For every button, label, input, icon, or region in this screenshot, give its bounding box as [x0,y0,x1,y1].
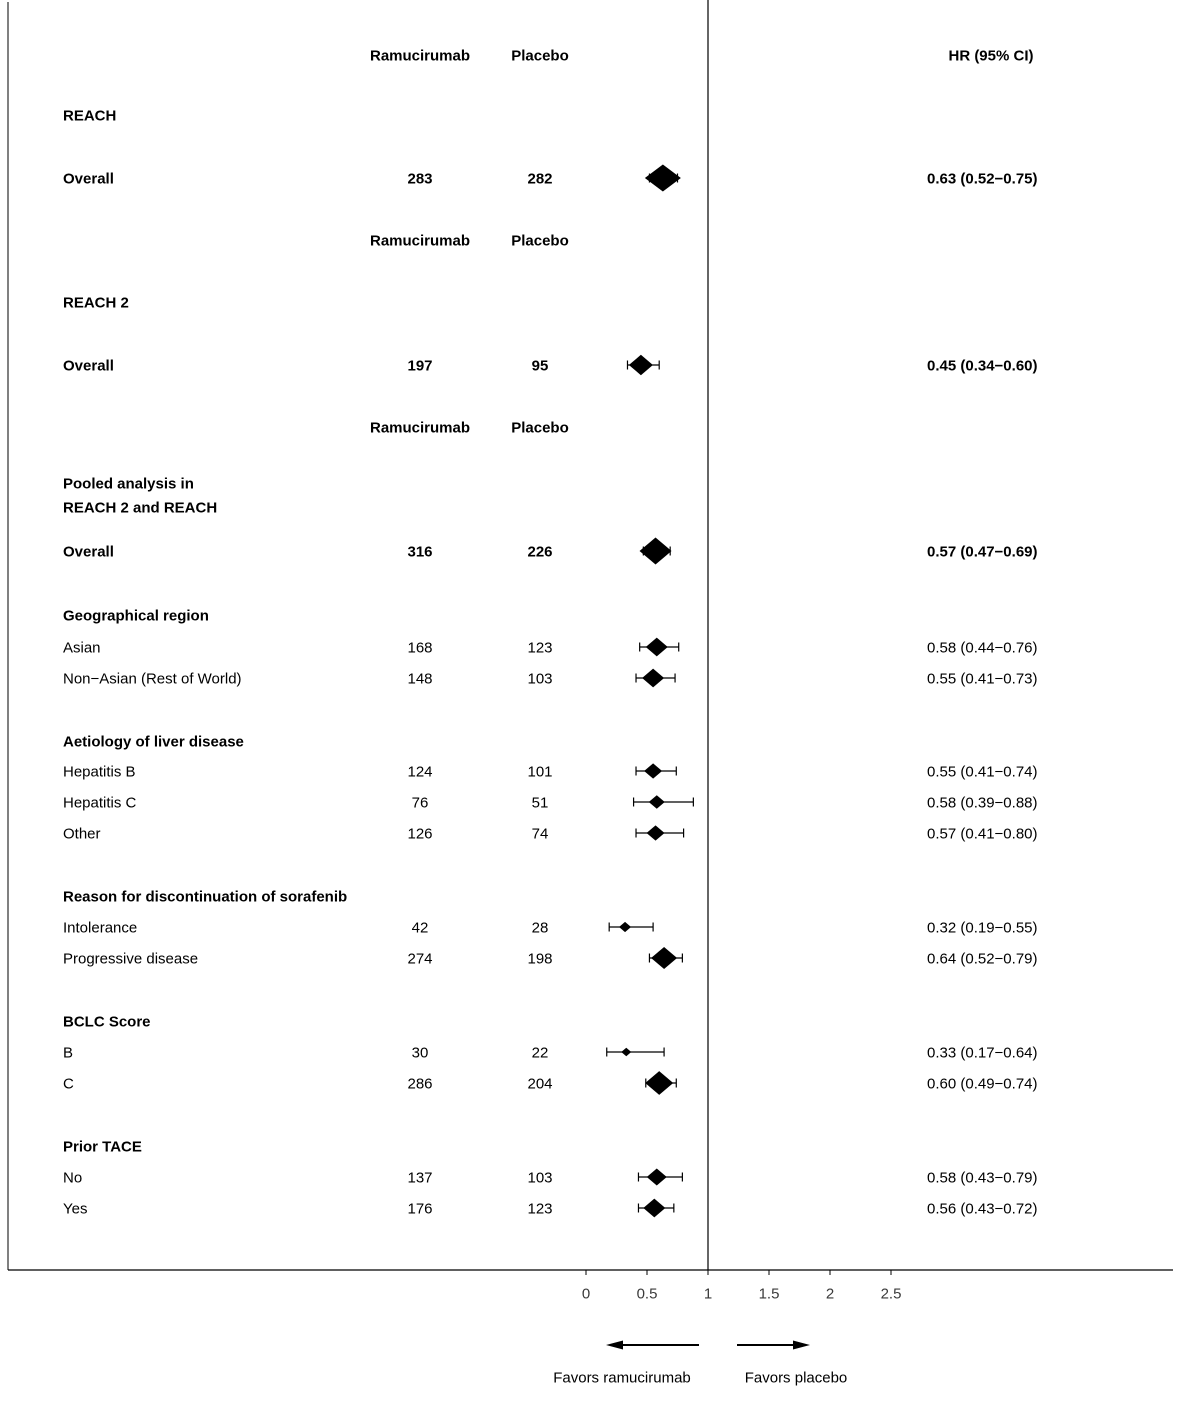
row-label: Intolerance [63,919,138,937]
x-tick-label: 0.5 [636,1285,658,1303]
column-header-control: Placebo [511,232,569,250]
forest-diamond [645,165,681,192]
forest-diamond [621,1048,631,1057]
row-label: C [63,1075,74,1093]
hr-value: 0.55 (0.41−0.73) [927,670,1038,688]
hr-value: 0.60 (0.49−0.74) [927,1075,1038,1093]
control-count: 123 [527,1200,553,1218]
treatment-count: 274 [407,950,433,968]
forest-diamond [646,638,668,657]
treatment-count: 197 [407,357,433,375]
treatment-count: 42 [411,919,429,937]
forest-diamond [640,538,672,565]
forest-diamond [644,763,662,778]
treatment-count: 286 [407,1075,433,1093]
section-header: Geographical region [63,607,209,625]
forest-diamond [649,795,665,809]
treatment-count: 76 [411,794,429,812]
control-count: 198 [527,950,553,968]
hr-value: 0.58 (0.44−0.76) [927,639,1038,657]
x-tick-label: 1.5 [758,1285,780,1303]
control-count: 74 [531,825,549,843]
control-count: 123 [527,639,553,657]
favors-right-label: Favors placebo [744,1369,848,1387]
forest-diamond [651,947,677,969]
section-header: REACH 2 and REACH [63,499,218,517]
column-header-control: Placebo [511,419,569,437]
forest-diamond [645,1071,673,1095]
right-arrow-head [793,1341,810,1350]
section-header: Pooled analysis in [63,475,194,493]
forest-diamond [647,1169,667,1186]
section-header: REACH 2 [63,294,129,312]
hr-value: 0.64 (0.52−0.79) [927,950,1038,968]
control-count: 22 [531,1044,549,1062]
control-count: 103 [527,670,553,688]
forest-diamond [647,825,665,840]
row-label: No [63,1169,83,1187]
column-header-control: Placebo [511,47,569,65]
treatment-count: 30 [411,1044,429,1062]
row-label: Other [63,825,101,843]
hr-value: 0.63 (0.52−0.75) [927,170,1038,188]
x-tick-label: 2.5 [880,1285,902,1303]
row-label: Progressive disease [63,950,199,968]
treatment-count: 126 [407,825,433,843]
row-label: Overall [63,543,114,561]
treatment-count: 168 [407,639,433,657]
column-header-treatment: Ramucirumab [369,419,471,437]
forest-diamond [642,669,664,688]
control-count: 51 [531,794,549,812]
section-header: REACH [63,107,117,125]
x-tick-label: 1 [703,1285,713,1303]
control-count: 226 [527,543,553,561]
column-header-treatment: Ramucirumab [369,232,471,250]
section-header: BCLC Score [63,1013,151,1031]
hr-value: 0.57 (0.41−0.80) [927,825,1038,843]
hr-value: 0.58 (0.43−0.79) [927,1169,1038,1187]
hr-value: 0.57 (0.47−0.69) [927,543,1038,561]
control-count: 101 [527,763,553,781]
row-label: Asian [63,639,101,657]
treatment-count: 124 [407,763,433,781]
section-header: Reason for discontinuation of sorafenib [63,888,348,906]
left-arrow-head [606,1341,623,1350]
hr-value: 0.55 (0.41−0.74) [927,763,1038,781]
hr-value: 0.56 (0.43−0.72) [927,1200,1038,1218]
row-label: Yes [63,1200,88,1218]
column-header-treatment: Ramucirumab [369,47,471,65]
control-count: 204 [527,1075,553,1093]
row-label: Hepatitis B [63,763,136,781]
forest-diamond [619,922,631,932]
forest-diamond [643,1199,665,1218]
treatment-count: 137 [407,1169,433,1187]
control-count: 95 [531,357,549,375]
section-header: Aetiology of liver disease [63,733,244,751]
section-header: Prior TACE [63,1138,142,1156]
treatment-count: 176 [407,1200,433,1218]
control-count: 28 [531,919,549,937]
row-label: Overall [63,357,114,375]
hr-column-header: HR (95% CI) [948,47,1034,65]
treatment-count: 283 [407,170,433,188]
x-tick-label: 0 [581,1285,591,1303]
row-label: B [63,1044,74,1062]
forest-diamond [629,355,653,375]
row-label: Non−Asian (Rest of World) [63,670,242,688]
treatment-count: 148 [407,670,433,688]
hr-value: 0.45 (0.34−0.60) [927,357,1038,375]
hr-value: 0.58 (0.39−0.88) [927,794,1038,812]
favors-left-label: Favors ramucirumab [553,1369,691,1387]
control-count: 103 [527,1169,553,1187]
x-tick-label: 2 [825,1285,835,1303]
control-count: 282 [527,170,553,188]
row-label: Hepatitis C [63,794,137,812]
treatment-count: 316 [407,543,433,561]
hr-value: 0.33 (0.17−0.64) [927,1044,1038,1062]
hr-value: 0.32 (0.19−0.55) [927,919,1038,937]
row-label: Overall [63,170,114,188]
